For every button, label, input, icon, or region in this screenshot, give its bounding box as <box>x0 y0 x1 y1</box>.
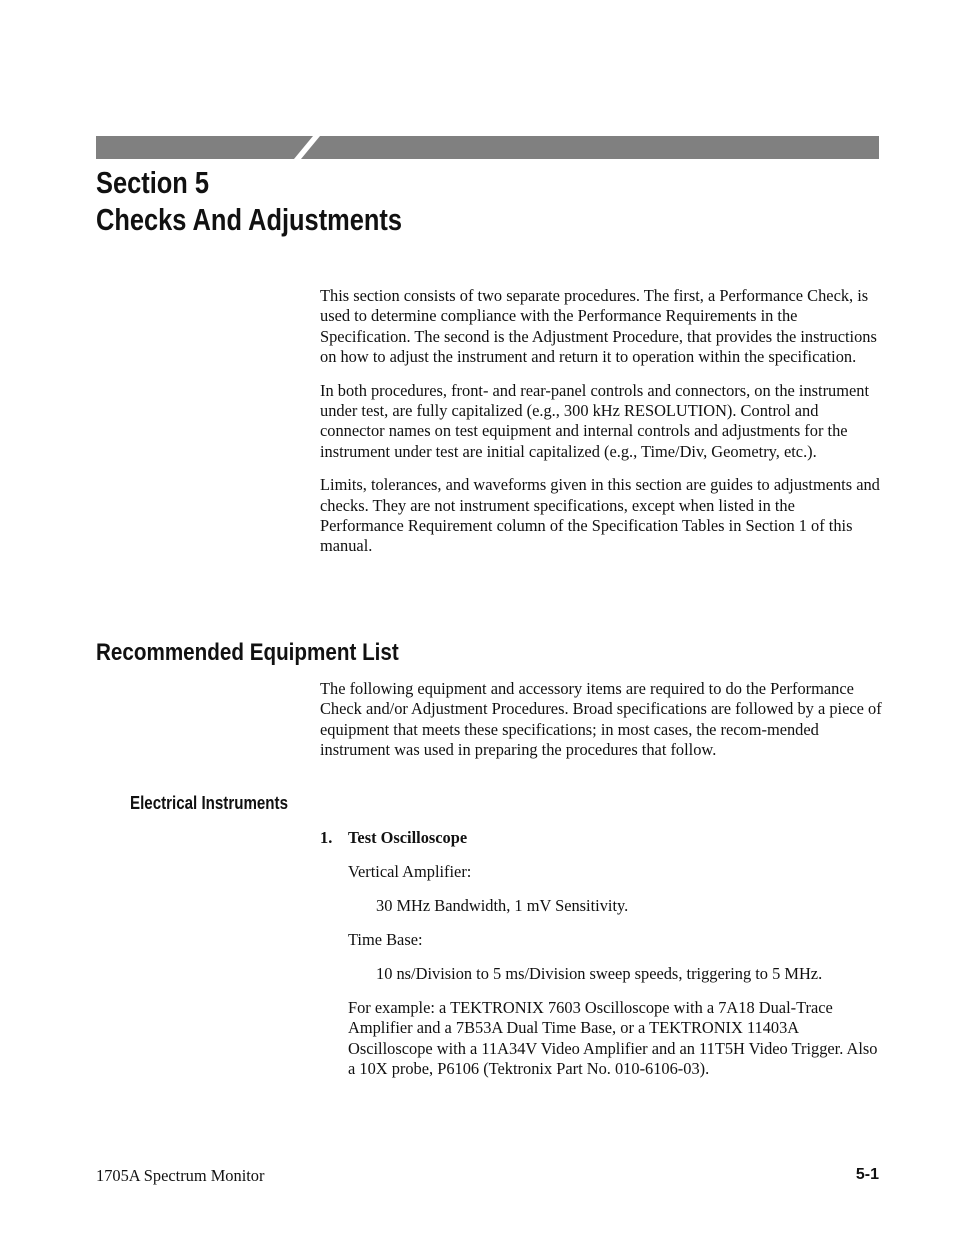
item-number: 1. <box>320 828 333 847</box>
equipment-paragraph: The following equipment and accessory items are required to do the Performance Check and/or Adjustment Procedures. Broad specifications are followed by a piece of equipment that meets these specifications; in most cases, the recom-mended instrument was used in preparing the procedures that follow. <box>320 679 882 760</box>
section-title <box>96 164 402 238</box>
electrical-instruments-heading: Electrical Instruments <box>130 793 288 813</box>
section-name: Checks And Adjustments <box>96 202 403 237</box>
item-title: Test Oscilloscope <box>348 828 468 847</box>
vertical-amplifier-spec: 30 MHz Bandwidth, 1 mV Sensitivity. <box>376 896 629 915</box>
equipment-text <box>320 679 882 774</box>
page-number: 5-1 <box>855 1166 879 1183</box>
intro-text <box>320 286 882 570</box>
intro-paragraph-2: In both procedures, front- and rear-panel controls and connectors, on the instrument under test, are fully capitalized (e.g., 300 kHz RESOLUTION). Control and connector names on test equipment and internal controls and adjustments for the instrument under test are initial capitalized (e.g., Time/Div, Geometry, etc.). <box>320 380 870 461</box>
item-heading <box>320 828 467 848</box>
time-base-spec: 10 ns/Division to 5 ms/Division sweep speeds, triggering to 5 MHz. <box>376 964 823 983</box>
equipment-heading: Recommended Equipment List <box>96 639 399 666</box>
intro-paragraph-1: This section consists of two separate procedures. The first, a Performance Check, is used to determine compliance with the Performance Requirements in the Specification. The second is the Adjustment Procedure, that provides the instructions on how to adjust the instrument and return it to operation within the specification. <box>320 286 877 367</box>
intro-paragraph-3: Limits, tolerances, and waveforms given in this section are guides to adjustments and checks. They are not instrument specifications, except when listed in the Performance Requirement column of the Specification Tables in Section 1 of this manual. <box>320 475 880 556</box>
section-banner <box>96 136 879 159</box>
time-base-label: Time Base: <box>348 930 423 949</box>
example-paragraph: For example: a TEKTRONIX 7603 Oscilloscope with a 7A18 Dual-Trace Amplifier and a 7B53A Dual Time Base, or a TEKTRONIX 11403A Oscilloscope with a 11A34V Video Amplifier and an 11T5H Video Trigger. Also a 10X probe, P6106 (Tektronix Part No. 010-6106-03). <box>348 998 878 1079</box>
section-number: Section 5 <box>96 165 210 200</box>
banner-bar-graphic <box>96 136 879 159</box>
vertical-amplifier-label: Vertical Amplifier: <box>348 862 472 881</box>
footer-title: 1705A Spectrum Monitor <box>96 1166 265 1185</box>
